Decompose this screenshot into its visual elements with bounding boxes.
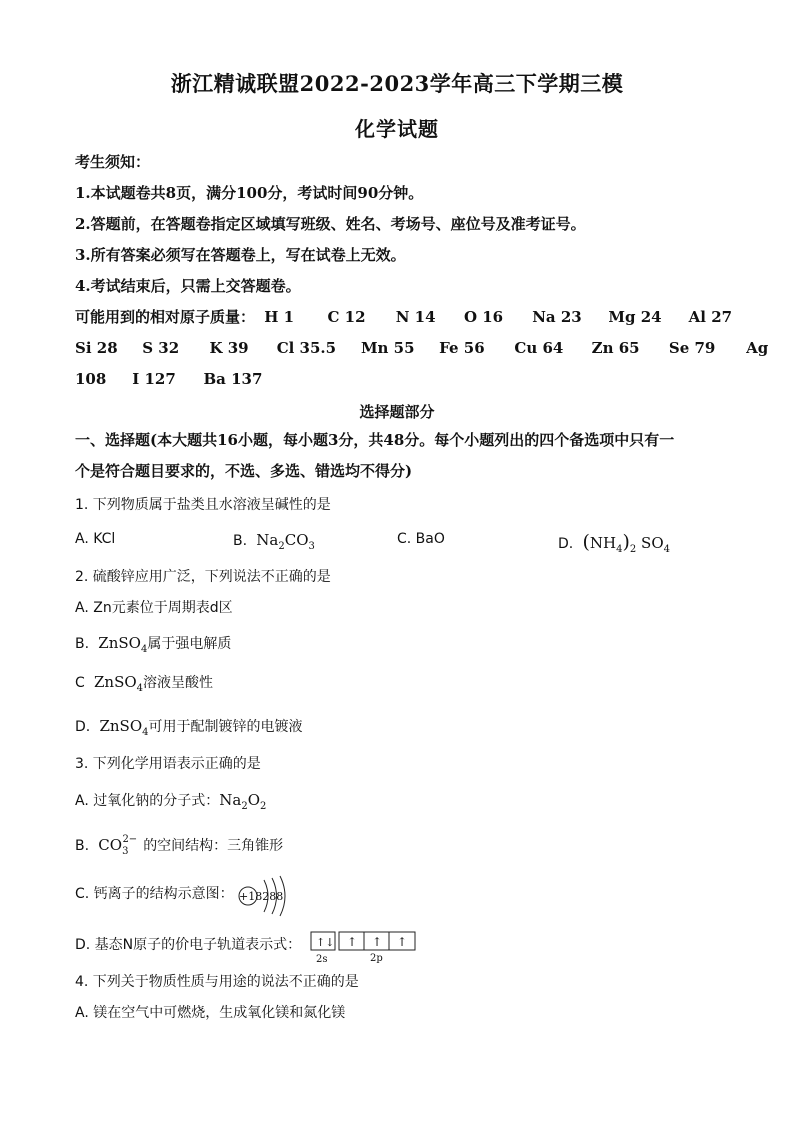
svg-text:↑↓: ↑↓ (316, 936, 335, 949)
q2-formula-znso4: ZnSO$_4$ (89, 673, 144, 694)
page-subtitle: 化学试题 (355, 117, 439, 141)
atomic-mass-label: 可能用到的相对原子质量： (75, 308, 256, 326)
question-2-stem: 2. 硫酸锌应用广泛，下列说法不正确的是 (75, 569, 331, 585)
q3-option-a (75, 790, 722, 817)
atomic-mass: I 127 (132, 370, 176, 388)
q1-option-d (558, 531, 670, 555)
q3-option-a-text: 过氧化钠的分子式： (93, 793, 220, 809)
q1-formula-nh4so4: $(NH_4)_2$ $SO_4$ (582, 531, 670, 555)
q3-option-c (75, 884, 722, 904)
q3-formula-co3: $CO_3^{2-}$ (93, 834, 138, 857)
atomic-mass-row-2 (75, 338, 769, 358)
atomic-mass: Ba 137 (203, 370, 263, 388)
q4-option-a (75, 1003, 722, 1023)
q3-option-b (75, 832, 722, 862)
q1-option-a: A. KCl (75, 531, 116, 547)
q2-option-a: A. Zn元素位于周期表d区 (75, 600, 233, 616)
q1-option-b (233, 531, 315, 552)
nitrogen-orbital-diagram (310, 930, 420, 966)
q2-option-c-text: 溶液呈酸性 (143, 675, 214, 691)
atomic-mass: Cu 64 (514, 339, 564, 357)
q2-option-d-prefix: D. (75, 719, 91, 735)
section-title: 选择题部分 (359, 403, 435, 421)
section-instructions-1: 一、选择题(本大题共16小题，每小题3分，共48分。每个小题列出的四个备选项中只有一 (75, 431, 675, 449)
q1-option-d-prefix: D. (558, 536, 574, 552)
question-3-stem: 3. 下列化学用语表示正确的是 (75, 756, 261, 772)
section-instructions-2: 个是符合题目要求的，不选、多选、错选均不得分) (75, 462, 413, 480)
q2-option-c-prefix: C (75, 675, 85, 691)
calcium-ion-diagram (234, 870, 294, 920)
atomic-mass: Si 28 (75, 339, 118, 357)
page-title: 浙江精诚联盟2022-2023学年高三下学期三模 (170, 71, 624, 96)
orbital-label-2s: 2s (316, 954, 328, 965)
calcium-ion-diagram-label: +18288 (239, 890, 284, 903)
atomic-mass: Mg 24 (608, 308, 662, 326)
svg-text:↑: ↑ (397, 935, 408, 949)
q2-option-b-prefix: B. (75, 636, 90, 652)
q4-option-a-text: 镁在空气中可燃烧，生成氧化镁和氮化镁 (93, 1005, 346, 1021)
q2-option-d (75, 716, 722, 743)
notice-item-2: 2.答题前，在答题卷指定区域填写班级、姓名、考场号、座位号及准考证号。 (75, 215, 586, 233)
atomic-mass: Al 27 (688, 308, 733, 326)
orbital-label-2p: 2p (370, 953, 383, 964)
q2-option-b (75, 633, 722, 660)
atomic-mass: N 14 (395, 308, 436, 326)
q3-formula-na2o2: $Na_2O_2$ (219, 791, 267, 812)
atomic-mass: 108 (75, 370, 107, 388)
atomic-mass-row-3 (75, 369, 722, 389)
atomic-mass: Mn 55 (360, 339, 415, 357)
q3-option-b-prefix: B. (75, 838, 90, 854)
atomic-mass: H 1 (264, 308, 295, 326)
q2-option-b-text: 属于强电解质 (147, 636, 232, 652)
atomic-mass: O 16 (463, 308, 504, 326)
q4-option-a-prefix: A. (75, 1005, 89, 1021)
atomic-mass: Cl 35.5 (276, 339, 337, 357)
q3-option-d-text: D. 基态N原子的价电子轨道表示式： (75, 937, 302, 953)
q3-option-b-text: 的空间结构：三角锥形 (143, 838, 284, 854)
q1-option-c: C. BaO (397, 531, 445, 547)
question-1-stem: 1. 下列物质属于盐类且水溶液呈碱性的是 (75, 497, 331, 513)
q2-option-d-text: 可用于配制镀锌的电镀液 (148, 719, 303, 735)
question-1-options (75, 531, 725, 553)
svg-text:↑: ↑ (372, 935, 383, 949)
q3-option-c-text: C. 钙离子的结构示意图： (75, 886, 234, 902)
atomic-mass-row-1 (75, 307, 733, 327)
atomic-mass: S 32 (142, 339, 180, 357)
atomic-mass: C 12 (327, 308, 366, 326)
q2-formula-znso4: ZnSO$_4$ (93, 634, 148, 655)
atomic-mass: Se 79 (668, 339, 716, 357)
svg-text:↑: ↑ (347, 935, 358, 949)
atomic-mass: K 39 (209, 339, 249, 357)
notice-heading: 考生须知： (75, 153, 151, 171)
q1-option-b-prefix: B. (233, 533, 248, 549)
q1-formula-na2co3: $Na_2CO_3$ (251, 531, 315, 552)
q2-formula-znso4: ZnSO$_4$ (94, 717, 149, 738)
atomic-mass: Fe 56 (439, 339, 485, 357)
q3-option-a-prefix: A. (75, 793, 89, 809)
notice-item-4: 4.考试结束后，只需上交答题卷。 (75, 277, 301, 295)
question-4-stem: 4. 下列关于物质性质与用途的说法不正确的是 (75, 974, 359, 990)
atomic-mass: Na 23 (532, 308, 582, 326)
atomic-mass: Ag (746, 339, 769, 357)
notice-item-1: 1.本试题卷共8页，满分100分，考试时间90分钟。 (75, 184, 424, 202)
atomic-mass: Zn 65 (591, 339, 640, 357)
notice-item-3: 3.所有答案必须写在答题卷上，写在试卷上无效。 (75, 246, 406, 264)
q2-option-c (75, 672, 722, 699)
